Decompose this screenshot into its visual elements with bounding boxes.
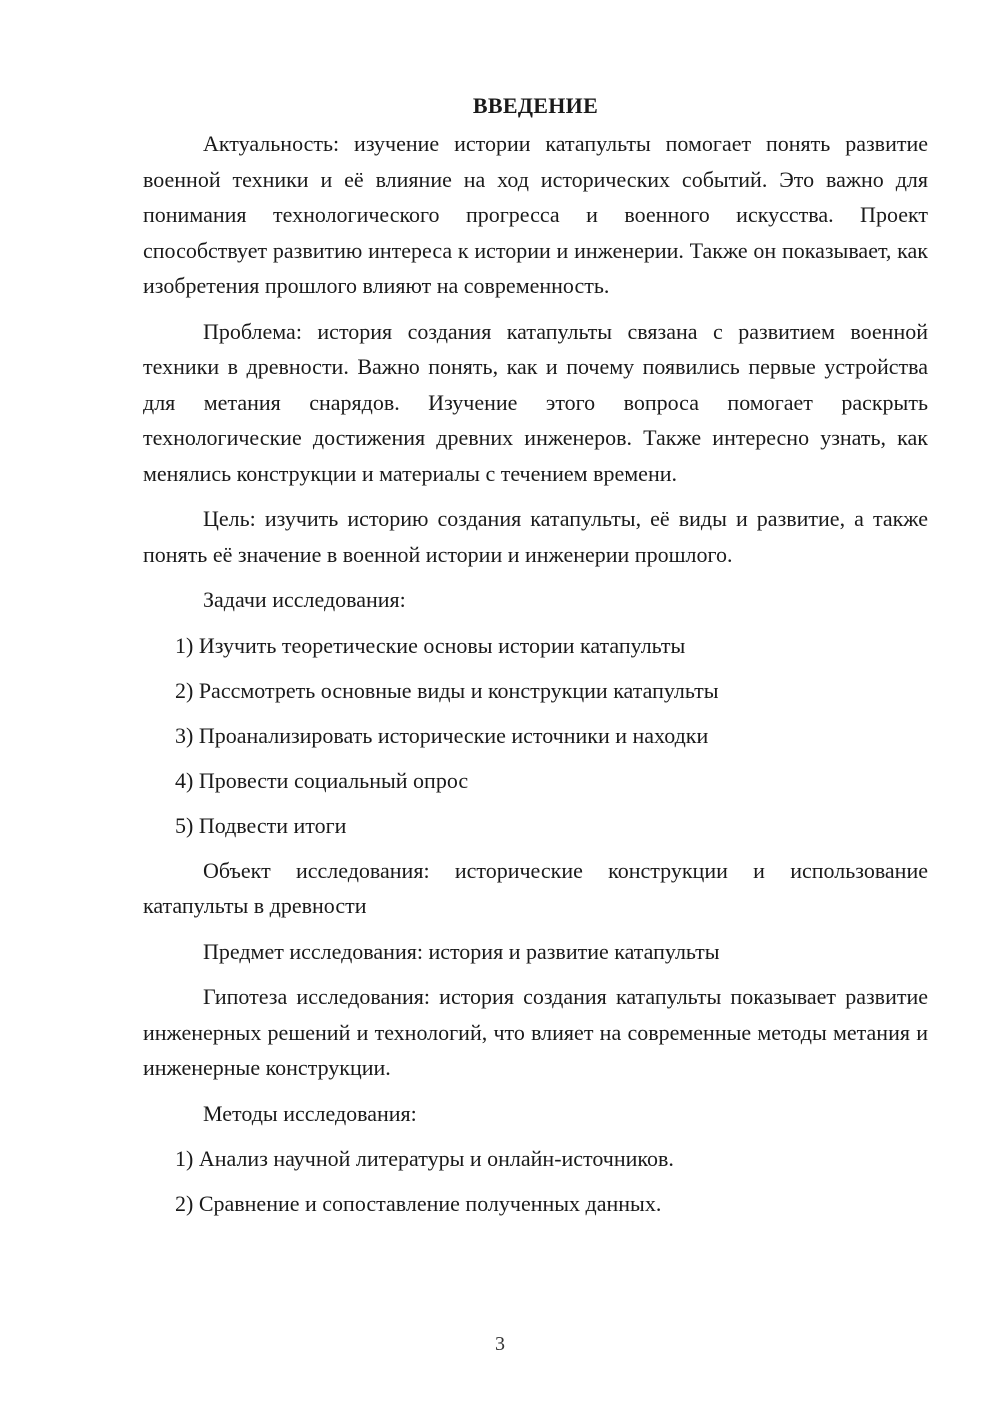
task-item: 4) Провести социальный опрос	[175, 767, 469, 793]
document-page	[143, 90, 928, 1231]
problem-paragraph: Проблема: история создания катапульты связана с развитием военной техники в древности. Важно понять, как и почему появились первые устройства для метания снарядов. Изучение этого вопроса помогает раскрыть технологические достижения древних инженеров. Также интересно узнать, как менялись конструкции и материалы с течением времени.	[143, 318, 928, 486]
object-paragraph: Объект исследования: исторические конструкции и использование катапульты в древности	[143, 857, 928, 918]
page-number: 3	[495, 1333, 505, 1355]
subject-paragraph: Предмет исследования: история и развитие катапульты	[203, 938, 720, 964]
hypothesis-paragraph: Гипотеза исследования: история создания катапульты показывает развитие инженерных решений и технологий, что влияет на современные методы метания и инженерные конструкции.	[143, 984, 928, 1080]
goal-paragraph: Цель: изучить историю создания катапульты, её виды и развитие, а также понять её значение в военной истории и инженерии прошлого.	[143, 506, 928, 567]
relevance-paragraph: Актуальность: изучение истории катапульты помогает понять развитие военной техники и её влияние на ход исторических событий. Это важно для понимания технологического прогресса и военного искусства. Проект способствует развитию интереса к истории и инженерии. Также он показывает, как изобретения прошлого влияют на современность.	[143, 131, 928, 298]
methods-heading: Методы исследования:	[203, 1100, 417, 1126]
task-item: 3) Проанализировать исторические источники и находки	[175, 722, 709, 748]
task-item: 1) Изучить теоретические основы истории катапульты	[175, 632, 686, 658]
method-item: 2) Сравнение и сопоставление полученных данных.	[175, 1191, 662, 1216]
page-title: ВВЕДЕНИЕ	[472, 93, 599, 118]
task-item: 5) Подвести итоги	[175, 812, 347, 838]
method-item: 1) Анализ научной литературы и онлайн-источников.	[175, 1146, 674, 1171]
tasks-heading: Задачи исследования:	[203, 587, 406, 612]
task-item: 2) Рассмотреть основные виды и конструкции катапульты	[175, 677, 719, 703]
